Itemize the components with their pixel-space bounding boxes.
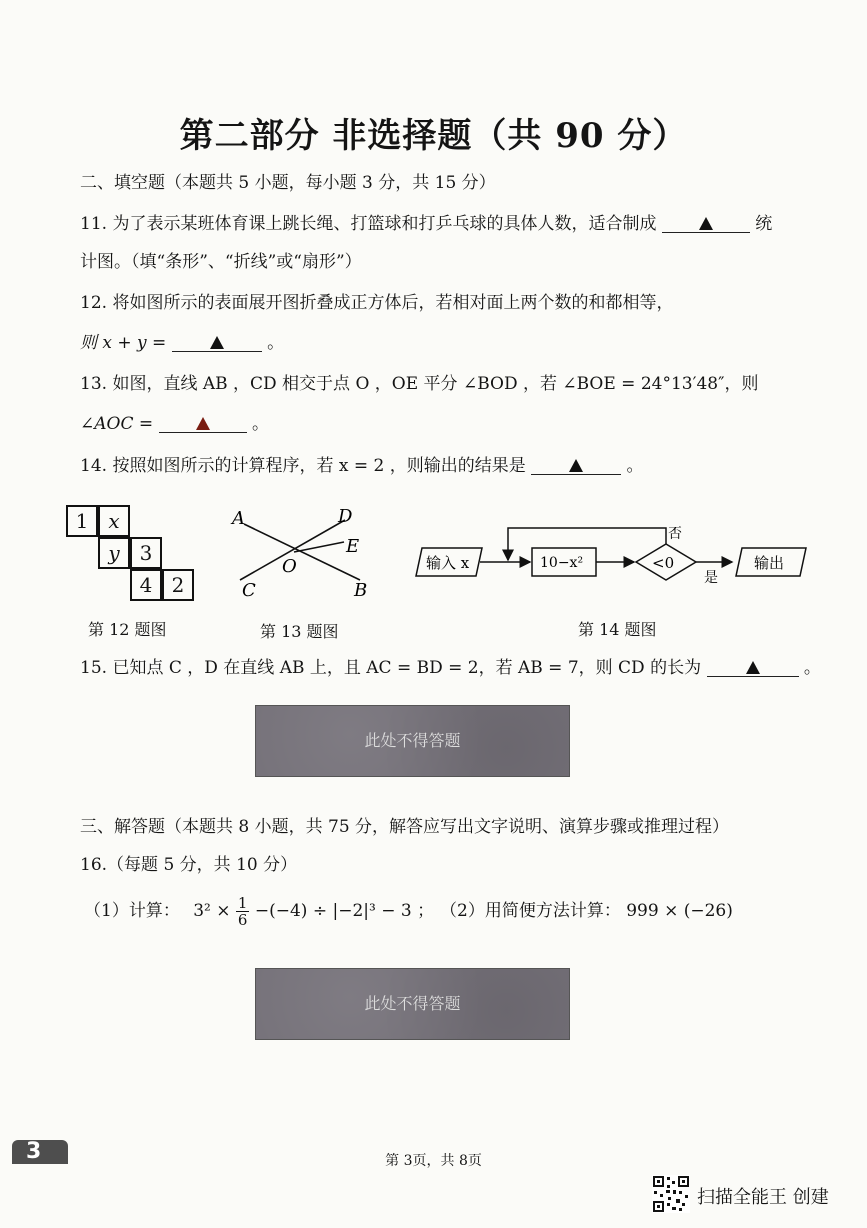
no-answer-area: 此处不得答题 [255, 705, 570, 777]
question-11-line1 [80, 209, 772, 234]
ray-oe [294, 542, 344, 552]
triangle-icon [210, 336, 224, 349]
label-c: C [242, 580, 256, 601]
answer-blank-14[interactable] [531, 456, 621, 475]
figure-14-flowchart [412, 520, 812, 592]
section3-heading: 三、解答题（本题共 8 小题，共 75 分，解答应写出文字说明、演算步骤或推理过程） [80, 817, 730, 837]
net-cell: 4 [130, 569, 162, 601]
q11-text-end: 统 [755, 214, 773, 234]
q16-part1-expr-a: 3² × [193, 901, 231, 921]
net-cell: 2 [162, 569, 194, 601]
input-label: 输入 x [426, 554, 470, 572]
figure-12-cube-net [66, 505, 198, 605]
q14-text: 14. 按照如图所示的计算程序，若 x = 2 ，则输出的结果是 [80, 456, 526, 476]
page-title: 第二部分 非选择题（共 90 分） [179, 116, 688, 156]
fraction-numerator: 1 [237, 894, 248, 912]
page-number-badge: 3 [12, 1140, 68, 1164]
label-a: A [232, 508, 245, 529]
triangle-icon [196, 417, 210, 430]
q16-part2-expr: 999 × (−26) [626, 901, 733, 921]
line-ab [244, 524, 360, 580]
question-16-heading: 16.（每题 5 分，共 10 分） [80, 855, 298, 875]
process-label: 10−x² [540, 555, 584, 571]
question-16-part1 [84, 890, 434, 932]
triangle-icon [746, 661, 760, 674]
no-answer-area: 此处不得答题 [255, 968, 570, 1040]
triangle-icon [699, 217, 713, 230]
question-13-line1: 13. 如图，直线 AB ，CD 相交于点 O ，OE 平分 ∠BOD ，若 ∠BOE = 24°13′48″，则 [80, 374, 759, 394]
figure-13-caption: 第 13 题图 [260, 622, 339, 641]
figure-12-caption: 第 12 题图 [88, 620, 167, 639]
q11-text: 11. 为了表示某班体育课上跳长绳、打篮球和打乒乓球的具体人数，适合制成 [80, 214, 657, 234]
question-13-line2 [80, 409, 269, 434]
net-cell: y [98, 537, 130, 569]
label-e: E [346, 536, 360, 557]
q16-part2-label: （2）用简便方法计算： [440, 901, 621, 921]
net-cell: x [98, 505, 130, 537]
q13-end: 。 [251, 414, 269, 434]
q14-end: 。 [626, 456, 644, 476]
label-o: O [282, 556, 297, 577]
q12-end: 。 [267, 333, 285, 353]
answer-blank-15[interactable] [707, 658, 799, 677]
triangle-icon [569, 459, 583, 472]
net-cell: 3 [130, 537, 162, 569]
page-footer: 第 3页，共 8页 [385, 1153, 482, 1169]
section2-heading: 二、填空题（本题共 5 小题，每小题 3 分，共 15 分） [80, 173, 496, 193]
scanner-watermark: 扫描全能王 创建 [697, 1187, 829, 1208]
label-b: B [354, 580, 368, 601]
q16-part1-expr-b: −(−4) ÷ |−2|³ − 3 ； [254, 901, 435, 921]
answer-blank-13[interactable] [159, 414, 247, 433]
q16-part1-label: （1）计算： [84, 901, 180, 921]
yes-label: 是 [704, 570, 718, 586]
answer-blank-11[interactable] [662, 214, 750, 233]
question-12-line1: 12. 将如图所示的表面展开图折叠成正方体后，若相对面上两个数的和都相等， [80, 293, 674, 313]
q16-fraction [236, 895, 250, 928]
qr-code-icon [652, 1175, 690, 1213]
figure-13-lines [220, 500, 380, 605]
q15-end: 。 [803, 658, 821, 678]
answer-blank-12[interactable] [172, 333, 262, 352]
question-11-line2: 计图。（填“条形”、“折线”或“扇形”） [80, 252, 362, 272]
question-16-part2 [440, 890, 733, 932]
condition-label: <0 [652, 554, 675, 572]
no-label: 否 [668, 526, 682, 542]
fraction-denominator: 6 [237, 911, 248, 929]
q12-expr: 则 x + y = [80, 333, 167, 353]
q15-text: 15. 已知点 C ，D 在直线 AB 上，且 AC = BD = 2，若 AB = 7，则 CD 的长为 [80, 658, 702, 678]
net-cell: 1 [66, 505, 98, 537]
question-12-line2 [80, 328, 284, 353]
question-15 [80, 653, 821, 678]
label-d: D [338, 506, 353, 527]
question-14-line1 [80, 451, 644, 476]
figure-14-caption: 第 14 题图 [578, 620, 657, 639]
q13-expr: ∠AOC = [80, 414, 154, 434]
output-label: 输出 [754, 554, 785, 572]
